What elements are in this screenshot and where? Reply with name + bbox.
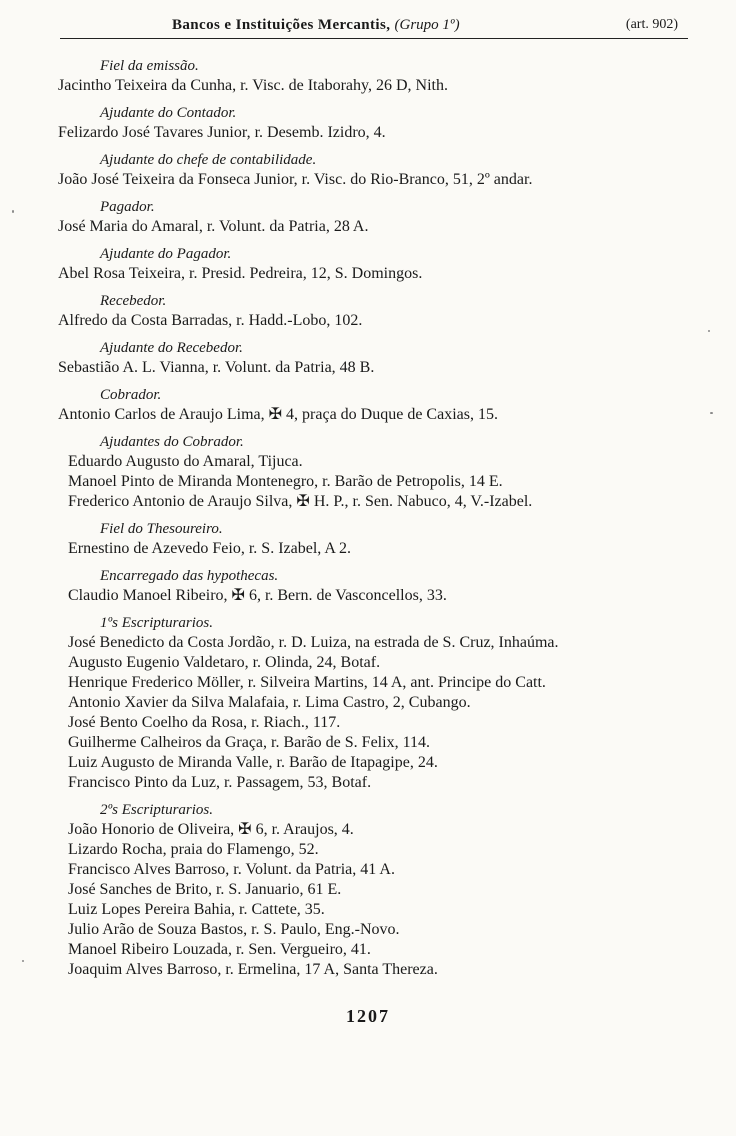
- header-title: Bancos e Instituições Mercantis, (Grupo 1º): [172, 17, 460, 33]
- person-entry: Felizardo José Tavares Junior, r. Desemb. Izidro, 4.: [58, 124, 386, 141]
- person-entry: Manoel Ribeiro Louzada, r. Sen. Vergueiro, 41.: [68, 941, 371, 958]
- person-entry: Antonio Xavier da Silva Malafaia, r. Lima Castro, 2, Cubango.: [68, 694, 471, 711]
- person-entry: João Honorio de Oliveira, ✠ 6, r. Araujos, 4.: [68, 821, 354, 838]
- directory-section: [58, 432, 696, 512]
- print-speck: [708, 330, 710, 332]
- person-entry: Jacintho Teixeira da Cunha, r. Visc. de Itaborahy, 26 D, Nith.: [58, 77, 448, 94]
- header-group: (Grupo 1º): [394, 17, 460, 33]
- directory-section: [58, 566, 696, 606]
- role-heading: Pagador.: [100, 199, 155, 215]
- person-entry: Alfredo da Costa Barradas, r. Hadd.-Lobo, 102.: [58, 312, 363, 329]
- role-heading: Ajudantes do Cobrador.: [100, 434, 244, 450]
- person-entry: Claudio Manoel Ribeiro, ✠ 6, r. Bern. de Vasconcellos, 33.: [68, 587, 447, 604]
- person-entry: Henrique Frederico Möller, r. Silveira Martins, 14 A, ant. Principe do Catt.: [68, 674, 546, 691]
- person-entry: José Bento Coelho da Rosa, r. Riach., 117.: [68, 714, 341, 731]
- role-heading: Ajudante do Pagador.: [100, 246, 232, 262]
- person-entry: Joaquim Alves Barroso, r. Ermelina, 17 A, Santa Thereza.: [68, 961, 438, 978]
- role-heading: Ajudante do chefe de contabilidade.: [100, 152, 317, 168]
- role-heading: Cobrador.: [100, 387, 162, 403]
- directory-listing: [58, 56, 696, 987]
- person-entry: Francisco Pinto da Luz, r. Passagem, 53, Botaf.: [68, 774, 372, 791]
- person-entry: Antonio Carlos de Araujo Lima, ✠ 4, praça do Duque de Caxias, 15.: [58, 406, 498, 423]
- role-heading: 1ºs Escripturarios.: [100, 615, 213, 631]
- person-entry: Luiz Augusto de Miranda Valle, r. Barão de Itapagipe, 24.: [68, 754, 438, 771]
- directory-section: [58, 150, 696, 190]
- directory-section: [58, 103, 696, 143]
- person-entry: José Maria do Amaral, r. Volunt. da Patria, 28 A.: [58, 218, 369, 235]
- role-heading: Ajudante do Recebedor.: [100, 340, 243, 356]
- role-heading: 2ºs Escripturarios.: [100, 802, 213, 818]
- role-heading: Recebedor.: [100, 293, 167, 309]
- role-heading: Fiel da emissão.: [100, 58, 199, 74]
- directory-section: [58, 800, 696, 980]
- directory-section: [58, 197, 696, 237]
- person-entry: Frederico Antonio de Araujo Silva, ✠ H. P., r. Sen. Nabuco, 4, V.-Izabel.: [68, 493, 533, 510]
- person-entry: Guilherme Calheiros da Graça, r. Barão de S. Felix, 114.: [68, 734, 430, 751]
- directory-section: [58, 244, 696, 284]
- person-entry: Augusto Eugenio Valdetaro, r. Olinda, 24, Botaf.: [68, 654, 381, 671]
- person-entry: José Sanches de Brito, r. S. Januario, 61 E.: [68, 881, 342, 898]
- person-entry: Eduardo Augusto do Amaral, Tijuca.: [68, 453, 303, 470]
- directory-section: [58, 385, 696, 425]
- page-number: 1207: [346, 1006, 390, 1026]
- person-entry: Sebastião A. L. Vianna, r. Volunt. da Patria, 48 B.: [58, 359, 375, 376]
- person-entry: Luiz Lopes Pereira Bahia, r. Cattete, 35.: [68, 901, 325, 918]
- role-heading: Encarregado das hypothecas.: [100, 568, 279, 584]
- person-entry: Ernestino de Azevedo Feio, r. S. Izabel, A 2.: [68, 540, 352, 557]
- directory-section: [58, 56, 696, 96]
- directory-section: [58, 519, 696, 559]
- print-speck: [12, 210, 14, 213]
- header-article: (art. 902): [625, 17, 678, 32]
- person-entry: João José Teixeira da Fonseca Junior, r. Visc. do Rio-Branco, 51, 2º andar.: [58, 171, 533, 188]
- print-speck: [22, 960, 24, 962]
- person-entry: Francisco Alves Barroso, r. Volunt. da Patria, 41 A.: [68, 861, 395, 878]
- directory-section: [58, 613, 696, 793]
- print-speck: [710, 412, 713, 414]
- directory-section: [58, 338, 696, 378]
- person-entry: Manoel Pinto de Miranda Montenegro, r. Barão de Petropolis, 14 E.: [68, 473, 503, 490]
- person-entry: Lizardo Rocha, praia do Flamengo, 52.: [68, 841, 319, 858]
- role-heading: Ajudante do Contador.: [100, 105, 237, 121]
- page-header: [60, 14, 688, 39]
- person-entry: Julio Arão de Souza Bastos, r. S. Paulo, Eng.-Novo.: [68, 921, 400, 938]
- directory-section: [58, 291, 696, 331]
- person-entry: Abel Rosa Teixeira, r. Presid. Pedreira, 12, S. Domingos.: [58, 265, 423, 282]
- role-heading: Fiel do Thesoureiro.: [100, 521, 223, 537]
- person-entry: José Benedicto da Costa Jordão, r. D. Luiza, na estrada de S. Cruz, Inhaúma.: [68, 634, 559, 651]
